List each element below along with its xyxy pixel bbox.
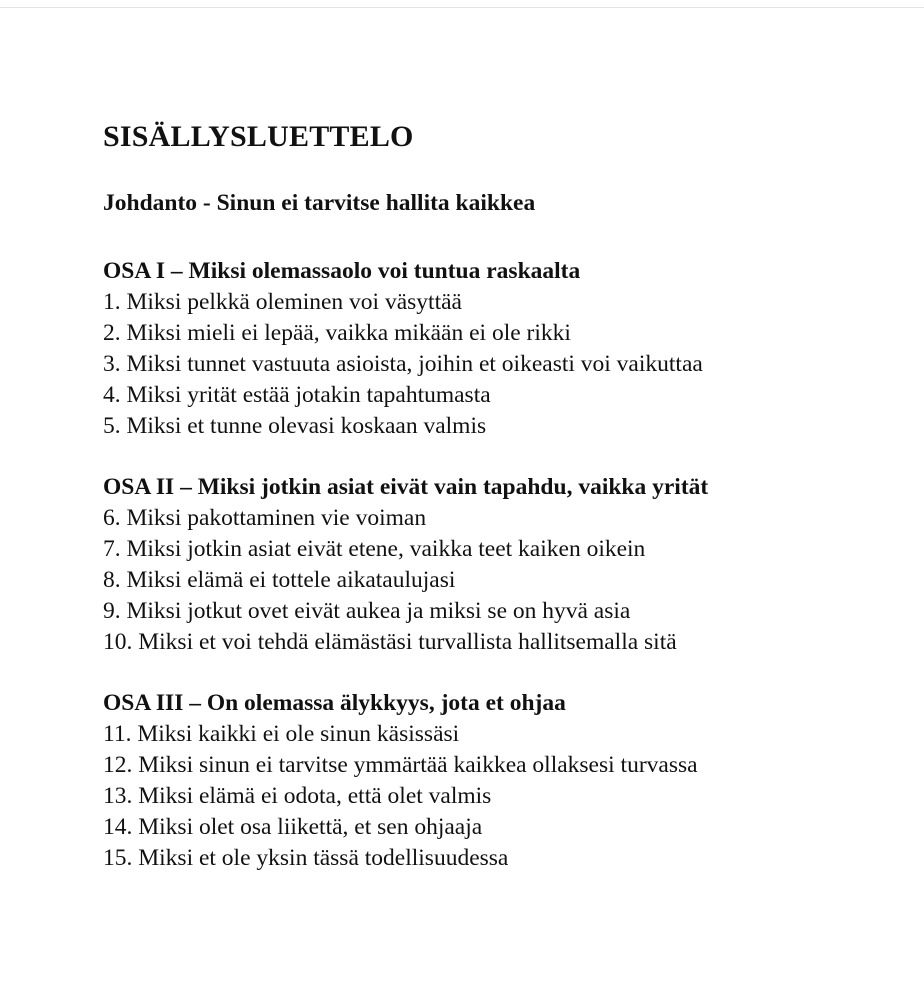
chapter-item: 15. Miksi et ole yksin tässä todellisuudessa [103,845,509,871]
chapter-list [103,287,903,442]
top-divider [0,7,924,8]
document-title: SISÄLLYSLUETTELO [103,120,414,153]
section-heading: OSA III – On olemassa älykkyys, jota et ohjaa [103,690,566,716]
chapter-item: 13. Miksi elämä ei odota, että olet valmis [103,783,492,809]
chapter-item: 7. Miksi jotkin asiat eivät etene, vaikka teet kaiken oikein [103,536,646,562]
chapter-item: 3. Miksi tunnet vastuuta asioista, joihin et oikeasti voi vaikuttaa [103,351,703,377]
introduction-heading: Johdanto - Sinun ei tarvitse hallita kaikkea [103,190,536,216]
chapter-item: 1. Miksi pelkkä oleminen voi väsyttää [103,289,462,315]
chapter-item: 9. Miksi jotkut ovet eivät aukea ja miksi se on hyvä asia [103,598,631,624]
section-part-1 [103,256,903,442]
chapter-item: 14. Miksi olet osa liikettä, et sen ohjaaja [103,814,483,840]
chapter-item: 11. Miksi kaikki ei ole sinun käsissäsi [103,721,460,747]
section-heading: OSA II – Miksi jotkin asiat eivät vain tapahdu, vaikka yrität [103,474,709,500]
document-page [103,118,903,904]
chapter-item: 2. Miksi mieli ei lepää, vaikka mikään ei ole rikki [103,320,571,346]
chapter-item: 6. Miksi pakottaminen vie voiman [103,505,427,531]
chapter-item: 12. Miksi sinun ei tarvitse ymmärtää kaikkea ollaksesi turvassa [103,752,698,778]
chapter-item: 8. Miksi elämä ei tottele aikataulujasi [103,567,456,593]
chapter-item: 10. Miksi et voi tehdä elämästäsi turvallista hallitsemalla sitä [103,629,677,655]
section-part-2 [103,472,903,658]
chapter-item: 4. Miksi yrität estää jotakin tapahtumasta [103,382,491,408]
chapter-list [103,719,903,874]
chapter-item: 5. Miksi et tunne olevasi koskaan valmis [103,413,487,439]
section-heading: OSA I – Miksi olemassaolo voi tuntua raskaalta [103,258,581,284]
section-part-3 [103,688,903,874]
chapter-list [103,503,903,658]
